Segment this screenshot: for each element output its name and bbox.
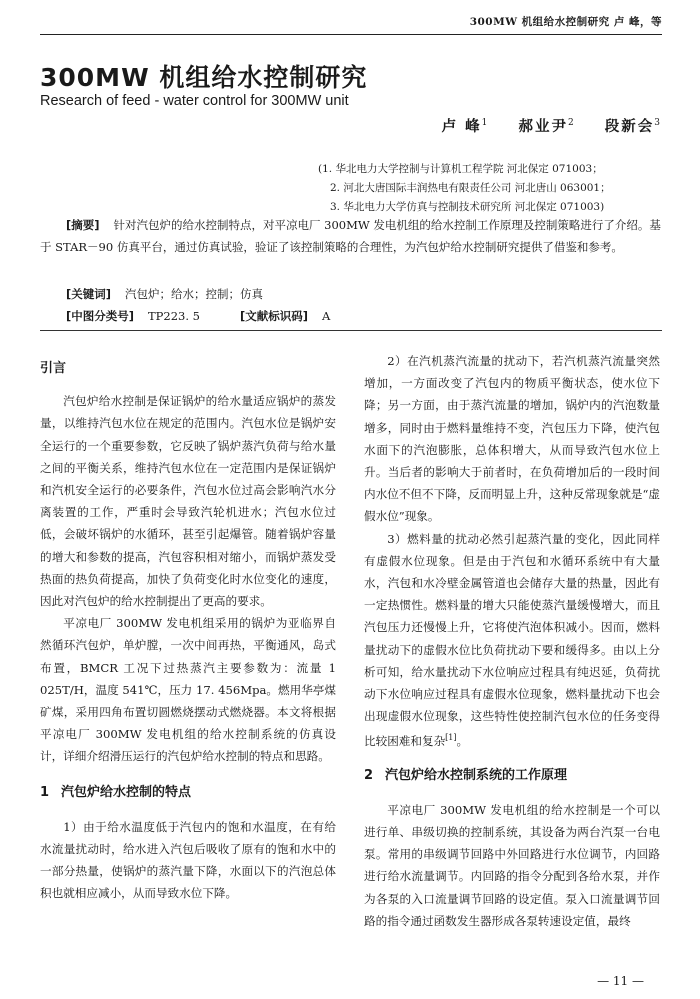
classification-line xyxy=(66,308,330,324)
keywords-label: [关键词] xyxy=(66,287,112,301)
keywords-text: 汽包炉；给水；控制；仿真 xyxy=(125,287,264,301)
classification-label: [中图分类号] xyxy=(66,309,135,323)
title-en: Research of feed - water control for 300MW unit xyxy=(40,93,349,109)
abstract-text: 针对汽包炉的给水控制特点，对平凉电厂 300MW 发电机组的给水控制工作原理及控制策略进行了介绍。基于 STAR－90 仿真平台，通过仿真试验，验证了该控制策略的合理性，为汽包炉给水控制研究提供了借鉴和参考。 xyxy=(40,218,661,254)
section-heading-1: 1 汽包炉给水控制的特点 xyxy=(40,784,192,800)
left-column xyxy=(40,350,336,905)
author: 卢 峰$^1$ xyxy=(441,118,490,135)
paragraph: 平凉电厂 300MW 发电机组采用的锅炉为亚临界自然循环汽包炉，单炉膛，一次中间再热，平衡通风，岛式布置，BMCR 工况下过热蒸汽主要参数为：流量 1 025T/H，温度 541℃，压力 17. 456Mpa。燃用华亭煤矿煤，采用四角布置切圆燃烧摆动式燃烧器。本文将根据平凉电厂 300MW 发电机组的给水控制系统的仿真设计，详细介绍滑压运行的汽包炉给水控制的特点和思路。 xyxy=(40,616,336,764)
keywords xyxy=(66,286,263,302)
doc-code-label: [文献标识码] xyxy=(240,309,309,323)
affiliations xyxy=(318,160,611,217)
affiliation: 3. 华北电力大学仿真与控制技术研究所 河北保定 071003) xyxy=(330,201,605,213)
page-number: — 11 — xyxy=(597,974,644,988)
author-list xyxy=(420,115,662,136)
section-heading-2: 2 汽包炉给水控制系统的工作原理 xyxy=(364,767,568,783)
running-head: 300MW 机组给水控制研究 卢 峰，等 xyxy=(469,16,662,28)
abstract-divider xyxy=(40,330,662,331)
doc-code: A xyxy=(322,309,331,323)
author: 段新会$^3$ xyxy=(604,118,662,135)
header-rule xyxy=(40,34,662,35)
citation: [1] xyxy=(445,733,457,743)
abstract-label: [摘要] xyxy=(66,218,100,232)
author: 郝业尹$^2$ xyxy=(518,118,576,135)
classification-code: TP223. 5 xyxy=(148,309,201,323)
section-heading-intro: 引言 xyxy=(40,361,67,376)
affiliation: (1. 华北电力大学控制与计算机工程学院 河北保定 071003； xyxy=(318,163,603,175)
paragraph: 3）燃料量的扰动必然引起蒸汽量的变化，因此同样有虚假水位现象。但是由于汽包和水循环系统中有大量水，汽包和水冷壁金属管道也会储存大量的热量，因此有一定热惯性。燃料量的增大只能使蒸汽量缓慢增大，而且汽包压力还慢慢上升，它将使汽泡体积减小。因而，燃料量扰动下的虚假水位比负荷扰动下要和缓得多。由以上分析可知，给水量扰动下水位响应过程具有纯迟延，负荷扰动下水位响应过程具有虚假水位现象，燃料量扰动下也会出现虚假水位现象，这些特性使控制汽包水位的任务变得比较困难和复杂[1]。 xyxy=(364,531,660,749)
right-column xyxy=(364,350,660,932)
paragraph: 1）由于给水温度低于汽包内的饱和水温度，在有给水流量扰动时，给水进入汽包后吸收了原有的饱和水中的一部分热量，使锅炉的蒸汽量下降，水面以下的汽泡总体积也就相应减小，从而导致水位下降。 xyxy=(40,819,336,901)
affiliation: 2. 河北大唐国际丰润热电有限责任公司 河北唐山 063001； xyxy=(330,182,611,194)
paragraph: 2）在汽机蒸汽流量的扰动下，若汽机蒸汽流量突然增加，一方面改变了汽包内的物质平衡状态，使水位下降；另一方面，由于蒸汽流量的增加，锅炉内的汽泡数量增多，同时由于燃料量维持不变，汽包压力下降，使汽包水面下的汽泡膨胀，总体积增大，从而导致汽包水位上升。当后者的影响大于前者时，在负荷增加后的一段时间内水位不但不下降，反而明显上升，这种反常现象就是“虚假水位”现象。 xyxy=(364,354,660,524)
paragraph: 汽包炉给水控制是保证锅炉的给水量适应锅炉的蒸发量，以维持汽包水位在规定的范围内。汽包水位是锅炉安全运行的一个重要参数，它反映了锅炉蒸汽负荷与给水量之间的平衡关系，维持汽包水位在一定范围内是保证锅炉和汽机安全运行的必要条件，汽包水位过高会影响汽水分离装置的工作，严重时会导致汽轮机进水；汽包水位过低，会破坏锅炉的水循环，甚至引起爆管。随着锅炉容量的增大和参数的提高，汽包容积相对缩小，而锅炉蒸发受热面的热负荷提高，加快了负荷变化时水位变化的速度，因此对汽包炉的给水控制提出了更高的要求。 xyxy=(40,394,336,609)
paragraph: 平凉电厂 300MW 发电机组的给水控制是一个可以进行单、串级切换的控制系统，其设备为两台汽泵一台电泵。常用的串级调节回路中外回路进行水位调节，内回路进行给水流量调节。内回路的指令分配到各给水泵，并作为各泵的入口流量调节回路的设定值。泵入口流量调节回路的指令通过函数发生器形成各泵转速设定值，最终 xyxy=(364,802,660,928)
abstract xyxy=(40,214,662,258)
title-cn: 300MW 机组给水控制研究 xyxy=(40,63,368,92)
